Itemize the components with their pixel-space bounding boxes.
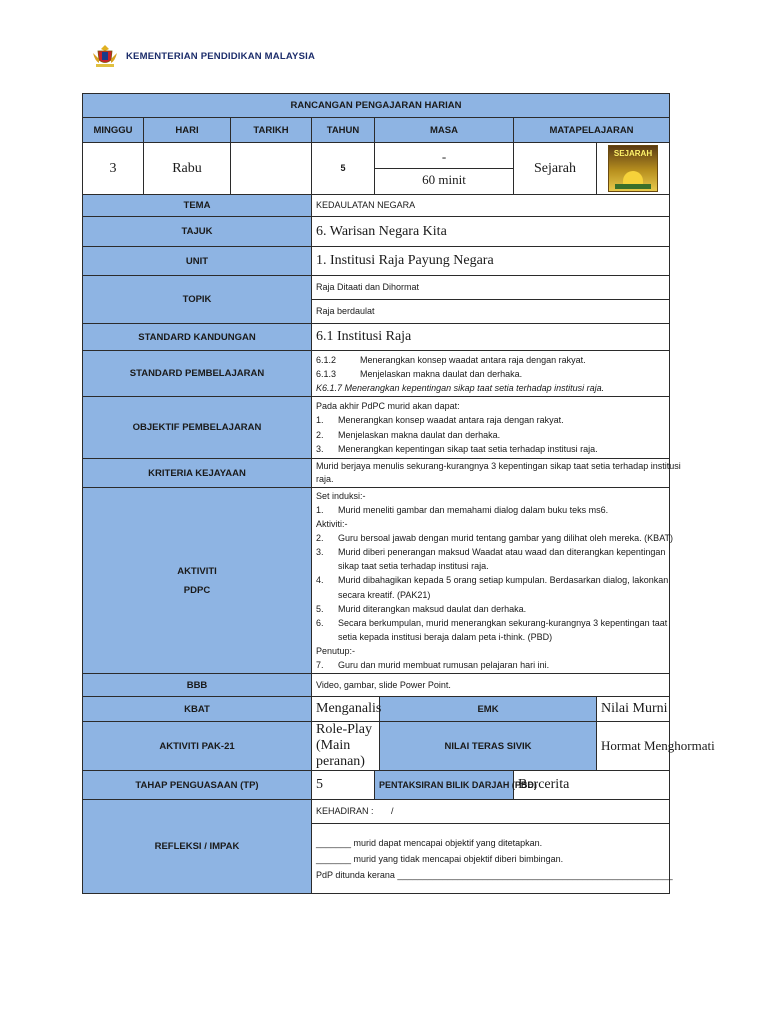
hari-value: Rabu bbox=[144, 143, 231, 195]
tajuk-value: 6. Warisan Negara Kita bbox=[312, 217, 670, 247]
tema-label: TEMA bbox=[83, 195, 312, 217]
bbb-row bbox=[83, 674, 670, 697]
col-matapelajaran: MATAPELAJARAN bbox=[514, 118, 670, 143]
header-row bbox=[83, 118, 670, 143]
tema-value: KEDAULATAN NEGARA bbox=[312, 195, 670, 217]
bbb-label: BBB bbox=[83, 674, 312, 697]
pak21-value: Role-Play (Main peranan) bbox=[312, 722, 380, 771]
kriteria-row bbox=[83, 459, 670, 488]
refleksi-row-1 bbox=[83, 800, 670, 824]
objektif-intro: Pada akhir PdPC murid akan dapat: bbox=[316, 400, 460, 411]
pak21-label: AKTIVITI PAK-21 bbox=[83, 722, 312, 771]
textbook-cover-image bbox=[608, 145, 658, 192]
col-tahun: TAHUN bbox=[312, 118, 375, 143]
list-item: 1. Menerangkan konsep waadat antara raja dengan rakyat. bbox=[316, 415, 564, 425]
refleksi-label: REFLEKSI / IMPAK bbox=[83, 800, 312, 894]
building-base-icon bbox=[615, 184, 651, 189]
sivik-label: NILAI TERAS SIVIK bbox=[380, 722, 597, 771]
list-item: 7. Guru dan murid membuat rumusan pelajaran hari ini. bbox=[316, 660, 550, 671]
sk-label: STANDARD KANDUNGAN bbox=[83, 324, 312, 351]
kriteria-label: KRITERIA KEJAYAAN bbox=[83, 459, 312, 488]
kehadiran-value: KEHADIRAN : / bbox=[312, 800, 670, 824]
sk-row bbox=[83, 324, 670, 351]
list-item: 2. Menjelaskan makna daulat dan derhaka. bbox=[316, 429, 501, 440]
info-row bbox=[83, 143, 670, 195]
sp-label: STANDARD PEMBELAJARAN bbox=[83, 351, 312, 397]
unit-value: 1. Institusi Raja Payung Negara bbox=[312, 247, 670, 276]
tajuk-label: TAJUK bbox=[83, 217, 312, 247]
objektif-value bbox=[312, 397, 670, 459]
sp-item: 6.1.2 Menerangkan konsep waadat antara raja dengan rakyat. bbox=[316, 354, 586, 365]
sk-value: 6.1 Institusi Raja bbox=[312, 324, 670, 351]
aktiviti-value: Set induksi:- 1. Murid meneliti gambar dan memahami dialog dalam buku teks ms6. Aktiviti:- 2. Guru bersoal jawab dengan murid tentang gambar yang dilihat oleh mereka. (KBAT) 3. Murid diberi penerangan maksud Waadat atau waad dan diterangkan kepentingan sikap taat setia terhadap institusi raja. 4. Murid dibahagikan kepada 5 orang setiap kumpulan. Berdasarkan dialog, lakonkan secara kreatif. (PAK21) 5. Murid diterangkan maksud daulat dan derhaka. 6. Secara berkumpulan, murid menerangkan sekurang-kurangnya 3 kepentingan taat setia kepada institusi beraja dalam peta i-think. (PBD) Penutup:- 7. Guru dan murid membuat rumusan pelajaran hari ini. bbox=[312, 488, 670, 674]
tarikh-value bbox=[231, 143, 312, 195]
kbat-label: KBAT bbox=[83, 697, 312, 722]
masa-cell bbox=[375, 143, 514, 195]
tp-row bbox=[83, 771, 670, 800]
tahun-value: 5 bbox=[312, 143, 375, 195]
objektif-row bbox=[83, 397, 670, 459]
kbat-value: Menganalis bbox=[312, 697, 380, 722]
tajuk-row bbox=[83, 217, 670, 247]
sp-item: K6.1.7 Menerangkan kepentingan sikap taat setia terhadap institusi raja. bbox=[316, 382, 605, 393]
kbat-row bbox=[83, 697, 670, 722]
bbb-value: Video, gambar, slide Power Point. bbox=[312, 674, 670, 697]
kriteria-value: Murid berjaya menulis sekurang-kurangnya 3 kepentingan sikap taat setia terhadap institusi raja. bbox=[312, 459, 670, 488]
pbd-label: PENTAKSIRAN BILIK DARJAH (PBD) bbox=[375, 771, 514, 800]
textbook-cover-cell bbox=[597, 143, 670, 195]
emk-value: Nilai Murni bbox=[597, 697, 670, 722]
pak21-row bbox=[83, 722, 670, 771]
unit-row bbox=[83, 247, 670, 276]
topik-value-2: Raja berdaulat bbox=[312, 300, 670, 324]
table-title: RANCANGAN PENGAJARAN HARIAN bbox=[83, 94, 670, 118]
refleksi-value: _______ murid dapat mencapai objektif yang ditetapkan. _______ murid yang tidak mencapai objektif diberi bimbingan. PdP ditunda kerana _______________________________________________________ bbox=[312, 824, 670, 894]
matapelajaran-value: Sejarah bbox=[514, 143, 597, 195]
col-hari: HARI bbox=[144, 118, 231, 143]
list-item: 3. Menerangkan kepentingan sikap taat setia terhadap institusi raja. bbox=[316, 444, 598, 454]
page-header bbox=[90, 42, 315, 70]
table-title-row bbox=[83, 94, 670, 118]
pbd-value: Bercerita bbox=[514, 771, 670, 800]
col-masa: MASA bbox=[375, 118, 514, 143]
tp-value: 5 bbox=[312, 771, 375, 800]
tp-label: TAHAP PENGUASAAN (TP) bbox=[83, 771, 312, 800]
list-item: 6. Secara berkumpulan, murid menerangkan sekurang-kurangnya 3 kepentingan taat bbox=[316, 617, 668, 628]
sivik-value: Hormat Menghormati bbox=[597, 722, 670, 771]
textbook-cover-title: SEJARAH bbox=[613, 149, 653, 158]
ministry-name: KEMENTERIAN PENDIDIKAN MALAYSIA bbox=[126, 50, 316, 62]
objektif-label: OBJEKTIF PEMBELAJARAN bbox=[83, 397, 312, 459]
minggu-value: 3 bbox=[83, 143, 144, 195]
list-item: 4. Murid dibahagikan kepada 5 orang setiap kumpulan. Berdasarkan dialog, lakonkan bbox=[316, 575, 669, 586]
topik-row-1 bbox=[83, 276, 670, 300]
unit-label: UNIT bbox=[83, 247, 312, 276]
aktiviti-row bbox=[83, 488, 670, 674]
masa-top-value: - bbox=[375, 146, 513, 169]
list-item: 5. Murid diterangkan maksud daulat dan derhaka. bbox=[316, 603, 527, 614]
topik-value-1: Raja Ditaati dan Dihormat bbox=[312, 276, 670, 300]
col-tarikh: TARIKH bbox=[231, 118, 312, 143]
list-item: 3. Murid diberi penerangan maksud Waadat atau waad dan diterangkan kepentingan bbox=[316, 547, 666, 558]
sp-row bbox=[83, 351, 670, 397]
tema-row bbox=[83, 195, 670, 217]
building-dome-icon bbox=[623, 171, 643, 185]
lesson-plan-table bbox=[82, 93, 715, 894]
list-item: 2. Guru bersoal jawab dengan murid tentang gambar yang dilihat oleh mereka. (KBAT) bbox=[316, 533, 674, 544]
list-item: 1. Murid meneliti gambar dan memahami dialog dalam buku teks ms6. bbox=[316, 504, 609, 515]
sp-item: 6.1.3 Menjelaskan makna daulat dan derhaka. bbox=[316, 368, 523, 379]
col-minggu: MINGGU bbox=[83, 118, 144, 143]
aktiviti-label: AKTIVITI PDPC bbox=[83, 488, 312, 674]
sp-value bbox=[312, 351, 670, 397]
topik-label: TOPIK bbox=[83, 276, 312, 324]
masa-bottom-value: 60 minit bbox=[422, 172, 466, 187]
malaysia-crest-icon bbox=[90, 43, 120, 69]
emk-label: EMK bbox=[380, 697, 597, 722]
